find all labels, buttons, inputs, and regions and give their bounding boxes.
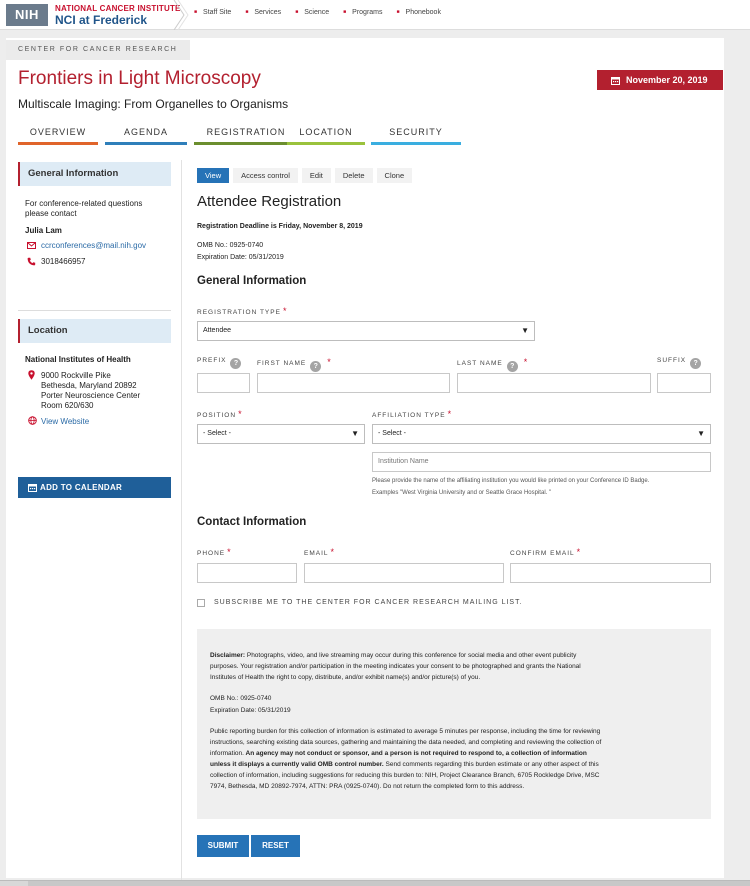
disclaimer-omb: OMB No.: 0925-0740	[210, 695, 272, 702]
contact-phone: 3018466957	[41, 257, 86, 266]
add-to-calendar-button[interactable]	[18, 477, 171, 498]
disclaimer-line: Institutes of Health the right to copy, distribute, and/or exhibit name(s) and/or picture(s) of you.	[210, 674, 481, 681]
reset-button[interactable]: RESET	[251, 835, 300, 857]
contact-info-heading: Contact Information	[197, 516, 307, 528]
sidebar-divider	[18, 310, 171, 311]
sidebar-general-heading: General Information	[18, 162, 171, 186]
position-label: POSITION *	[197, 409, 242, 419]
last-name-label: LAST NAME ? *	[457, 357, 528, 370]
email-input[interactable]	[304, 563, 504, 583]
address-line: Room 620/630	[41, 401, 94, 410]
nav-link-phonebook[interactable]: ■ Phonebook	[397, 9, 441, 16]
nav-link-science[interactable]: ■ Science	[295, 9, 329, 16]
tab-registration[interactable]: REGISTRATION	[194, 124, 298, 145]
sidebar-location-heading: Location	[18, 319, 171, 343]
phone-input[interactable]	[197, 563, 297, 583]
action-access-control[interactable]: Access control	[233, 168, 298, 183]
contact-intro-line1: For conference-related questions	[25, 199, 143, 208]
dropdown-arrow-icon: ▼	[521, 326, 529, 335]
phone-icon	[27, 257, 36, 266]
affiliation-type-select[interactable]: - Select - ▼	[372, 424, 711, 444]
burden-line: Public reporting burden for this collection of information is estimated to average 5 minutes per response, including the time for reviewing	[210, 728, 601, 735]
confirm-email-input[interactable]	[510, 563, 711, 583]
column-divider	[181, 160, 182, 880]
general-info-heading: General Information	[197, 275, 307, 287]
header-divider-chevron-icon	[170, 0, 190, 30]
disclaimer-line: Disclaimer: Photographs, video, and live streaming may occur during this conference for social media and other event publicity	[210, 652, 577, 659]
contact-email-link[interactable]: ccrconferences@mail.nih.gov	[41, 241, 147, 250]
burden-line: collection of information, including suggestions for reducing this burden to: NIH, Project Clearance Branch, 6705 Rockledge Drive, MSC	[210, 772, 600, 779]
registration-deadline: Registration Deadline is Friday, November 8, 2019	[197, 223, 363, 230]
venue-website-link[interactable]: View Website	[41, 417, 90, 426]
burden-line: information. An agency may not conduct or sponsor, and a person is not required to respond to, a collection of information	[210, 750, 587, 757]
burden-line: instructions, searching existing data sources, gathering and maintaining the data needed, and completing and reviewing the collection of	[210, 739, 602, 746]
section-tab[interactable]: CENTER FOR CANCER RESEARCH	[6, 40, 190, 60]
subscribe-checkbox[interactable]	[197, 599, 205, 607]
tab-location[interactable]: LOCATION	[287, 124, 365, 145]
position-select[interactable]: - Select - ▼	[197, 424, 365, 444]
disclaimer-line: purposes. Your registration and/or participation in the meeting indicates your consent to be photographed and grants the National	[210, 663, 581, 670]
burden-line: 7974, Bethesda, MD 20892-7974, ATTN: PRA (0925-0740). Do not return the completed form to this address.	[210, 783, 525, 790]
calendar-icon	[611, 76, 620, 85]
omb-number: OMB No.: 0925-0740	[197, 242, 264, 249]
dropdown-arrow-icon: ▼	[697, 429, 705, 438]
dropdown-arrow-icon: ▼	[351, 429, 359, 438]
venue-name: National Institutes of Health	[25, 355, 131, 364]
action-view[interactable]: View	[197, 168, 229, 183]
envelope-icon	[27, 242, 36, 249]
contact-intro-line2: please contact	[25, 209, 77, 218]
confirm-email-label: CONFIRM EMAIL *	[510, 547, 581, 557]
page-subtitle: Multiscale Imaging: From Organelles to Organisms	[18, 97, 289, 111]
add-to-calendar-label: ADD TO CALENDAR	[40, 483, 123, 492]
top-nav	[194, 9, 455, 16]
map-pin-icon	[28, 370, 35, 380]
nav-link-programs[interactable]: ■ Programs	[343, 9, 382, 16]
registration-type-select[interactable]: Attendee ▼	[197, 321, 535, 341]
registration-type-label: REGISTRATION TYPE *	[197, 306, 287, 316]
node-actions	[197, 168, 416, 183]
org-name-line1: NATIONAL CANCER INSTITUTE	[55, 4, 181, 13]
form-heading: Attendee Registration	[197, 193, 342, 210]
address-line: Porter Neuroscience Center	[41, 391, 141, 400]
prefix-label: PREFIX ?	[197, 357, 241, 369]
globe-icon	[28, 416, 37, 425]
help-icon[interactable]: ?	[507, 361, 518, 372]
expiration-date: Expiration Date: 05/31/2019	[197, 254, 284, 261]
phone-label: PHONE *	[197, 547, 231, 557]
action-edit[interactable]: Edit	[302, 168, 331, 183]
horizontal-scrollbar[interactable]	[0, 880, 750, 886]
tab-security[interactable]: SECURITY	[371, 124, 461, 145]
prefix-input[interactable]	[197, 373, 250, 393]
disclaimer-expiration: Expiration Date: 05/31/2019	[210, 707, 291, 714]
action-delete[interactable]: Delete	[335, 168, 373, 183]
institution-help-examples: Examples "West Virginia University and or Seattle Grace Hospital. "	[372, 490, 552, 496]
contact-name: Julia Lam	[25, 226, 62, 235]
institution-help-text: Please provide the name of the affiliating institution you would like printed on your Conference ID Badge.	[372, 478, 650, 484]
help-icon[interactable]: ?	[230, 358, 241, 369]
subscribe-label[interactable]: SUBSCRIBE ME TO THE CENTER FOR CANCER RESEARCH MAILING LIST.	[214, 599, 523, 606]
email-label: EMAIL *	[304, 547, 335, 557]
suffix-input[interactable]	[657, 373, 711, 393]
tab-overview[interactable]: OVERVIEW	[18, 124, 98, 145]
scrollbar-thumb[interactable]	[28, 881, 750, 886]
first-name-input[interactable]	[257, 373, 450, 393]
address-line: 9000 Rockville Pike	[41, 371, 111, 380]
nih-logo[interactable]: NIH	[6, 4, 48, 26]
help-icon[interactable]: ?	[310, 361, 321, 372]
event-date: November 20, 2019	[626, 75, 708, 85]
submit-button[interactable]: SUBMIT	[197, 835, 249, 857]
institution-name-input[interactable]: Institution Name	[372, 452, 711, 472]
org-name-line2: NCI at Frederick	[55, 13, 148, 27]
top-bar	[0, 0, 750, 30]
tab-agenda[interactable]: AGENDA	[105, 124, 187, 145]
suffix-label: SUFFIX ?	[657, 357, 701, 369]
event-date-badge	[597, 70, 723, 90]
last-name-input[interactable]	[457, 373, 651, 393]
first-name-label: FIRST NAME ? *	[257, 357, 331, 370]
nav-link-staff-site[interactable]: ■ Staff Site	[194, 9, 231, 16]
burden-line: unless it displays a currently valid OMB control number. Send comments regarding this burden estimate or any other aspect of this	[210, 761, 599, 768]
address-line: Bethesda, Maryland 20892	[41, 381, 137, 390]
help-icon[interactable]: ?	[690, 358, 701, 369]
action-clone[interactable]: Clone	[377, 168, 413, 183]
nav-link-services[interactable]: ■ Services	[245, 9, 281, 16]
calendar-icon	[28, 483, 37, 492]
affiliation-type-label: AFFILIATION TYPE *	[372, 409, 452, 419]
page-title: Frontiers in Light Microscopy	[18, 68, 261, 89]
